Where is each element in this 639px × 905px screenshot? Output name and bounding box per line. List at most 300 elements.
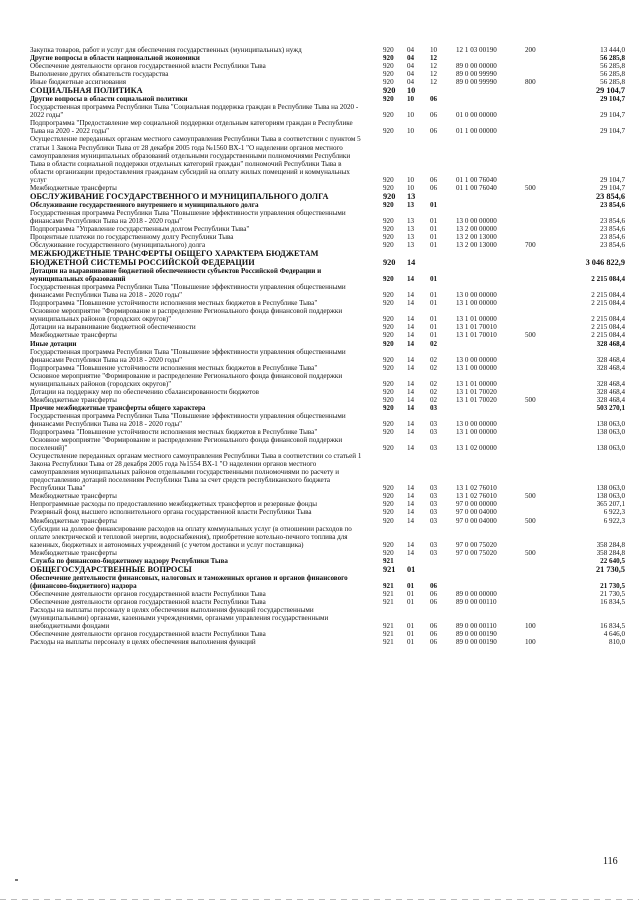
section-code: 14 bbox=[407, 258, 416, 268]
row-name: Государственная программа Республики Тыва "Повышение эффективности управления общественными финансами Республики Тыва на 2018 - 2020 годы" bbox=[30, 208, 346, 225]
table-row bbox=[30, 249, 625, 267]
section-code: 10 bbox=[407, 183, 415, 192]
amount: 138 063,0 bbox=[596, 444, 625, 453]
subsection-code: 03 bbox=[430, 540, 438, 549]
row-name: Процентные платежи по государственному долгу Республики Тыва bbox=[30, 232, 234, 241]
bottom-border bbox=[0, 899, 639, 900]
amount: 13 444,0 bbox=[600, 46, 625, 54]
expense-type: 800 bbox=[525, 78, 536, 87]
section-code: 10 bbox=[407, 95, 415, 104]
row-name: Подпрограмма "Повышение устойчивости исполнения местных бюджетов в Республике Тыва" bbox=[30, 299, 318, 308]
subsection-code: 12 bbox=[430, 78, 438, 87]
department-code: 921 bbox=[383, 622, 394, 631]
subsection-code: 06 bbox=[430, 175, 438, 184]
department-code: 920 bbox=[383, 548, 394, 557]
row-name: Выполнение других обязательств государства bbox=[30, 70, 169, 79]
department-code: 920 bbox=[383, 484, 394, 493]
row-name: Резервный фонд высшего исполнительного органа государственной власти Республики Тыва bbox=[30, 508, 312, 517]
target-article: 13 0 00 00000 bbox=[456, 419, 497, 428]
table-row bbox=[30, 574, 625, 590]
section-code: 04 bbox=[407, 70, 415, 79]
table-row bbox=[30, 209, 625, 225]
table-row bbox=[30, 299, 625, 307]
section-code: 14 bbox=[407, 484, 415, 493]
amount: 328 468,4 bbox=[596, 395, 625, 404]
expense-type: 500 bbox=[525, 395, 536, 404]
amount: 23 854,6 bbox=[600, 232, 625, 241]
expense-type: 100 bbox=[525, 638, 536, 647]
row-name: Межбюджетные трансферты bbox=[30, 548, 117, 557]
row-name: Межбюджетные трансферты bbox=[30, 516, 117, 525]
section-code: 01 bbox=[407, 564, 416, 574]
table-row bbox=[30, 331, 625, 339]
subsection-code: 01 bbox=[430, 241, 438, 250]
subsection-code: 06 bbox=[430, 111, 438, 120]
table-row bbox=[30, 500, 625, 508]
budget-table bbox=[30, 46, 625, 646]
amount: 138 063,0 bbox=[596, 484, 625, 493]
target-article: 13 2 00 00000 bbox=[456, 224, 497, 233]
table-row bbox=[30, 452, 625, 492]
department-code: 920 bbox=[383, 200, 394, 209]
subsection-code: 03 bbox=[430, 548, 438, 557]
section-code: 10 bbox=[407, 111, 415, 120]
row-name: Закупка товаров, работ и услуг для обеспечения государственных (муниципальных) нужд bbox=[30, 46, 302, 54]
page-number: 116 bbox=[603, 856, 618, 867]
row-name: СОЦИАЛЬНАЯ ПОЛИТИКА bbox=[30, 86, 143, 96]
expense-type: 500 bbox=[525, 183, 536, 192]
subsection-code: 03 bbox=[430, 492, 438, 501]
row-name: Иные бюджетные ассигнования bbox=[30, 78, 127, 87]
subsection-code: 12 bbox=[430, 62, 438, 71]
row-name: Другие вопросы в области национальной экономики bbox=[30, 54, 200, 63]
row-name: Подпрограмма "Повышение устойчивости исполнения местных бюджетов в Республике Тыва" bbox=[30, 363, 318, 372]
table-row bbox=[30, 241, 625, 249]
table-row bbox=[30, 46, 625, 54]
row-name: ОБЩЕГОСУДАРСТВЕННЫЕ ВОПРОСЫ bbox=[30, 564, 192, 574]
department-code: 920 bbox=[383, 395, 394, 404]
subsection-code: 06 bbox=[430, 589, 438, 598]
subsection-code: 01 bbox=[430, 331, 438, 340]
amount: 328 468,4 bbox=[596, 379, 625, 388]
department-code: 921 bbox=[383, 564, 396, 574]
department-code: 921 bbox=[383, 597, 394, 606]
row-name: Обеспечение деятельности финансовых, налоговых и таможенных органов и органов финансового (финансово-бюджетного) надзора bbox=[30, 573, 348, 590]
target-article: 01 1 00 00000 bbox=[456, 127, 497, 136]
department-code: 920 bbox=[383, 111, 394, 120]
table-row bbox=[30, 348, 625, 364]
section-code: 13 bbox=[407, 191, 416, 201]
amount: 56 285,8 bbox=[600, 54, 625, 63]
table-row bbox=[30, 119, 625, 135]
section-code: 14 bbox=[407, 339, 415, 348]
department-code: 920 bbox=[383, 323, 394, 332]
target-article: 97 0 00 04000 bbox=[456, 508, 497, 517]
table-row bbox=[30, 283, 625, 299]
amount: 56 285,8 bbox=[600, 62, 625, 71]
target-article: 89 0 00 99990 bbox=[456, 78, 497, 87]
department-code: 920 bbox=[383, 241, 394, 250]
section-code: 14 bbox=[407, 492, 415, 501]
section-code: 14 bbox=[407, 299, 415, 308]
target-article: 12 1 03 00190 bbox=[456, 46, 497, 54]
amount: 6 922,3 bbox=[603, 508, 625, 517]
department-code: 920 bbox=[383, 175, 394, 184]
amount: 29 104,7 bbox=[600, 175, 625, 184]
row-name: Прочие межбюджетные трансферты общего характера bbox=[30, 403, 206, 412]
table-row bbox=[30, 565, 625, 574]
table-row bbox=[30, 549, 625, 557]
department-code: 920 bbox=[383, 275, 394, 284]
section-code: 14 bbox=[407, 363, 415, 372]
amount: 6 922,3 bbox=[603, 516, 625, 525]
section-code: 01 bbox=[407, 638, 415, 647]
department-code: 920 bbox=[383, 508, 394, 517]
section-code: 10 bbox=[407, 127, 415, 136]
row-name: Межбюджетные трансферты bbox=[30, 395, 117, 404]
row-name: Обслуживание государственного (муниципального) долга bbox=[30, 241, 206, 250]
amount: 23 854,6 bbox=[600, 200, 625, 209]
target-article: 01 1 00 76040 bbox=[456, 175, 497, 184]
department-code: 921 bbox=[383, 556, 394, 565]
department-code: 920 bbox=[383, 500, 394, 509]
amount: 328 468,4 bbox=[596, 387, 625, 396]
amount: 2 215 084,4 bbox=[591, 323, 625, 332]
department-code: 920 bbox=[383, 62, 394, 71]
subsection-code: 03 bbox=[430, 484, 438, 493]
table-row bbox=[30, 86, 625, 95]
table-row bbox=[30, 638, 625, 646]
amount: 2 215 084,4 bbox=[591, 291, 625, 300]
table-row bbox=[30, 388, 625, 396]
amount: 29 104,7 bbox=[600, 95, 625, 104]
subsection-code: 06 bbox=[430, 622, 438, 631]
department-code: 920 bbox=[383, 46, 394, 54]
department-code: 920 bbox=[383, 540, 394, 549]
table-row bbox=[30, 606, 625, 630]
subsection-code: 02 bbox=[430, 363, 438, 372]
table-row bbox=[30, 184, 625, 192]
section-code: 14 bbox=[407, 331, 415, 340]
department-code: 920 bbox=[383, 232, 394, 241]
section-code: 14 bbox=[407, 323, 415, 332]
department-code: 920 bbox=[383, 444, 394, 453]
table-row bbox=[30, 598, 625, 606]
department-code: 920 bbox=[383, 54, 394, 63]
amount: 29 104,7 bbox=[595, 86, 625, 96]
subsection-code: 03 bbox=[430, 516, 438, 525]
subsection-code: 06 bbox=[430, 127, 438, 136]
department-code: 920 bbox=[383, 355, 394, 364]
section-code: 14 bbox=[407, 548, 415, 557]
section-code: 10 bbox=[407, 86, 416, 96]
section-code: 01 bbox=[407, 589, 415, 598]
row-name: Подпрограмма "Повышение устойчивости исполнения местных бюджетов в Республике Тыва" bbox=[30, 428, 318, 437]
expense-type: 500 bbox=[525, 548, 536, 557]
section-code: 14 bbox=[407, 444, 415, 453]
row-name: Субсидии на долевое финансирование расходов на оплату коммунальных услуг (в отношении расходов по оплате электрической и тепловой энергии, водоснабжения), приобретение котельно-печного топлива для казенных, бюджетных и автономных учреждений (с учетом доставки и услуг поставщика) bbox=[30, 524, 352, 549]
target-article: 13 1 00 00000 bbox=[456, 363, 497, 372]
row-name: Дотации на выравнивание бюджетной обеспеченности субъектов Российской Федерации и муниципальных образований bbox=[30, 267, 322, 284]
table-row bbox=[30, 62, 625, 70]
table-row bbox=[30, 192, 625, 201]
expense-type: 500 bbox=[525, 331, 536, 340]
department-code: 920 bbox=[383, 331, 394, 340]
subsection-code: 01 bbox=[430, 216, 438, 225]
amount: 23 854,6 bbox=[600, 224, 625, 233]
department-code: 920 bbox=[383, 183, 394, 192]
department-code: 920 bbox=[383, 70, 394, 79]
row-name: Государственная программа Республики Тыва "Повышение эффективности управления общественными финансами Республики Тыва на 2018 - 2020 годы" bbox=[30, 283, 346, 300]
target-article: 13 1 00 00000 bbox=[456, 428, 497, 437]
amount: 2 215 084,4 bbox=[591, 315, 625, 324]
section-code: 14 bbox=[407, 275, 415, 284]
amount: 2 215 084,4 bbox=[591, 275, 625, 284]
row-name: Обеспечение деятельности органов государственной власти Республики Тыва bbox=[30, 589, 266, 598]
table-row bbox=[30, 233, 625, 241]
target-article: 89 0 00 00110 bbox=[456, 622, 497, 631]
amount: 358 284,8 bbox=[596, 548, 625, 557]
row-name: Дотации на выравнивание бюджетной обеспеченности bbox=[30, 323, 196, 332]
table-row bbox=[30, 436, 625, 452]
target-article: 13 2 00 13000 bbox=[456, 232, 497, 241]
row-name: Расходы на выплаты персоналу в целях обеспечения выполнения функций bbox=[30, 638, 256, 647]
subsection-code: 06 bbox=[430, 581, 438, 590]
amount: 29 104,7 bbox=[600, 127, 625, 136]
subsection-code: 12 bbox=[430, 54, 438, 63]
amount: 2 215 084,4 bbox=[591, 299, 625, 308]
table-row bbox=[30, 372, 625, 388]
section-code: 01 bbox=[407, 630, 415, 639]
department-code: 920 bbox=[383, 258, 396, 268]
section-code: 14 bbox=[407, 540, 415, 549]
amount: 56 285,8 bbox=[600, 78, 625, 87]
target-article: 89 0 00 00190 bbox=[456, 630, 497, 639]
target-article: 89 0 00 00000 bbox=[456, 62, 497, 71]
amount: 23 854,6 bbox=[595, 191, 625, 201]
subsection-code: 06 bbox=[430, 183, 438, 192]
table-row bbox=[30, 492, 625, 500]
subsection-code: 06 bbox=[430, 630, 438, 639]
subsection-code: 03 bbox=[430, 428, 438, 437]
table-row bbox=[30, 557, 625, 565]
amount: 23 854,6 bbox=[600, 241, 625, 250]
subsection-code: 12 bbox=[430, 70, 438, 79]
row-name: Основное мероприятие "Формирование и распределение Регионального фонда финансовой поддержки муниципальных районов (городских округов)" bbox=[30, 307, 343, 324]
target-article: 01 0 00 00000 bbox=[456, 111, 497, 120]
department-code: 921 bbox=[383, 638, 394, 647]
row-name: Другие вопросы в области социальной политики bbox=[30, 95, 188, 104]
target-article: 13 1 02 76010 bbox=[456, 492, 497, 501]
target-article: 13 0 00 00000 bbox=[456, 291, 497, 300]
target-article: 97 0 00 00000 bbox=[456, 500, 497, 509]
target-article: 01 1 00 76040 bbox=[456, 183, 497, 192]
department-code: 920 bbox=[383, 216, 394, 225]
target-article: 89 0 00 00110 bbox=[456, 597, 497, 606]
target-article: 13 1 01 70010 bbox=[456, 331, 497, 340]
department-code: 920 bbox=[383, 191, 396, 201]
section-code: 13 bbox=[407, 216, 415, 225]
row-name: Государственная программа Республики Тыва "Социальная поддержка граждан в Республике Тыва на 2020 - 2022 годы" bbox=[30, 103, 359, 120]
department-code: 920 bbox=[383, 299, 394, 308]
amount: 358 284,8 bbox=[596, 540, 625, 549]
amount: 16 834,5 bbox=[600, 622, 625, 631]
row-name: Межбюджетные трансферты bbox=[30, 492, 117, 501]
table-row bbox=[30, 95, 625, 103]
section-code: 13 bbox=[407, 232, 415, 241]
target-article: 89 0 00 00190 bbox=[456, 638, 497, 647]
expense-type: 100 bbox=[525, 622, 536, 631]
subsection-code: 01 bbox=[430, 200, 438, 209]
target-article: 13 1 01 70010 bbox=[456, 323, 497, 332]
subsection-code: 03 bbox=[430, 403, 438, 412]
subsection-code: 06 bbox=[430, 95, 438, 104]
section-code: 13 bbox=[407, 241, 415, 250]
department-code: 920 bbox=[383, 86, 396, 96]
subsection-code: 02 bbox=[430, 395, 438, 404]
table-row bbox=[30, 267, 625, 283]
table-row bbox=[30, 135, 625, 183]
section-code: 14 bbox=[407, 428, 415, 437]
section-code: 14 bbox=[407, 403, 415, 412]
row-name: Государственная программа Республики Тыва "Повышение эффективности управления общественными финансами Республики Тыва на 2018 - 2020 годы" bbox=[30, 347, 346, 364]
row-name: Государственная программа Республики Тыва "Повышение эффективности управления общественными финансами Республики Тыва на 2018 - 2020 годы" bbox=[30, 411, 346, 428]
target-article: 13 1 01 00000 bbox=[456, 315, 497, 324]
row-name: Обслуживание государственного внутреннего и муниципального долга bbox=[30, 200, 259, 209]
row-name: Основное мероприятие "Формирование и распределение Регионального фонда финансовой поддержки поселений)" bbox=[30, 436, 343, 453]
row-name: ОБСЛУЖИВАНИЕ ГОСУДАРСТВЕННОГО И МУНИЦИПАЛЬНОГО ДОЛГА bbox=[30, 191, 329, 201]
table-row bbox=[30, 630, 625, 638]
table-row bbox=[30, 364, 625, 372]
row-name: Обеспечение деятельности органов государственной власти Республики Тыва bbox=[30, 597, 266, 606]
subsection-code: 03 bbox=[430, 444, 438, 453]
row-name: Межбюджетные трансферты bbox=[30, 331, 117, 340]
section-code: 14 bbox=[407, 500, 415, 509]
subsection-code: 01 bbox=[430, 224, 438, 233]
target-article: 13 0 00 00000 bbox=[456, 216, 497, 225]
department-code: 920 bbox=[383, 428, 394, 437]
target-article: 13 2 00 13000 bbox=[456, 241, 497, 250]
table-row bbox=[30, 508, 625, 516]
subsection-code: 02 bbox=[430, 339, 438, 348]
department-code: 920 bbox=[383, 387, 394, 396]
table-row bbox=[30, 225, 625, 233]
expense-type: 200 bbox=[525, 46, 536, 54]
row-name: Иные дотации bbox=[30, 339, 77, 348]
row-name: Непрограммные расходы по предоставлению межбюджетных трансфертов и резервные фонды bbox=[30, 500, 318, 509]
target-article: 13 1 01 70020 bbox=[456, 387, 497, 396]
target-article: 89 0 00 99990 bbox=[456, 70, 497, 79]
expense-type: 500 bbox=[525, 516, 536, 525]
target-article: 97 0 00 75020 bbox=[456, 540, 497, 549]
section-code: 01 bbox=[407, 581, 415, 590]
department-code: 920 bbox=[383, 224, 394, 233]
target-article: 13 0 00 00000 bbox=[456, 355, 497, 364]
amount: 16 834,5 bbox=[600, 597, 625, 606]
row-name: Дотации на поддержку мер по обеспечению сбалансированности бюджетов bbox=[30, 387, 260, 396]
table-row bbox=[30, 70, 625, 78]
section-code: 01 bbox=[407, 622, 415, 631]
department-code: 920 bbox=[383, 291, 394, 300]
target-article: 13 1 02 00000 bbox=[456, 444, 497, 453]
table-row bbox=[30, 590, 625, 598]
section-code: 10 bbox=[407, 175, 415, 184]
subsection-code: 01 bbox=[430, 291, 438, 300]
section-code: 14 bbox=[407, 379, 415, 388]
table-row bbox=[30, 340, 625, 348]
department-code: 921 bbox=[383, 630, 394, 639]
department-code: 920 bbox=[383, 95, 394, 104]
subsection-code: 02 bbox=[430, 379, 438, 388]
section-code: 14 bbox=[407, 516, 415, 525]
amount: 328 468,4 bbox=[596, 339, 625, 348]
target-article: 13 1 01 00000 bbox=[456, 379, 497, 388]
amount: 328 468,4 bbox=[596, 355, 625, 364]
amount: 810,0 bbox=[609, 638, 625, 647]
amount: 3 046 822,9 bbox=[585, 258, 625, 268]
table-row bbox=[30, 307, 625, 323]
subsection-code: 06 bbox=[430, 597, 438, 606]
department-code: 920 bbox=[383, 127, 394, 136]
subsection-code: 01 bbox=[430, 232, 438, 241]
amount: 503 270,1 bbox=[596, 403, 625, 412]
table-row bbox=[30, 525, 625, 549]
department-code: 920 bbox=[383, 516, 394, 525]
scan-mark bbox=[15, 879, 18, 881]
department-code: 920 bbox=[383, 492, 394, 501]
expense-type: 500 bbox=[525, 492, 536, 501]
section-code: 04 bbox=[407, 46, 415, 54]
subsection-code: 02 bbox=[430, 387, 438, 396]
row-name: Осуществление переданных органам местного самоуправления Республики Тыва в соответствии с пунктом 5 статьи 1 Закона Республики Тыва от 28 декабря 2005 года №1560 ВХ-1 "О наделении органов местного самоуправления муниципальных образований отдельными государственными полномочиями Республики Тыва в области социальной поддержки отдельных категорий граждан" полномочий Республики Тыва в области организации предоставления гражданам субсидий на оплату жилых помещений и коммунальных услуг bbox=[30, 135, 361, 184]
amount: 21 730,5 bbox=[595, 564, 625, 574]
target-article: 97 0 00 75020 bbox=[456, 548, 497, 557]
department-code: 920 bbox=[383, 403, 394, 412]
amount: 4 646,0 bbox=[603, 630, 625, 639]
amount: 138 063,0 bbox=[596, 419, 625, 428]
section-code: 14 bbox=[407, 395, 415, 404]
amount: 328 468,4 bbox=[596, 363, 625, 372]
section-code: 14 bbox=[407, 387, 415, 396]
expense-type: 700 bbox=[525, 241, 536, 250]
amount: 22 640,5 bbox=[600, 556, 625, 565]
row-name: Основное мероприятие "Формирование и распределение Регионального фонда финансовой поддержки муниципальных районов (городских округов)" bbox=[30, 371, 343, 388]
amount: 23 854,6 bbox=[600, 216, 625, 225]
table-row bbox=[30, 78, 625, 86]
section-code: 14 bbox=[407, 355, 415, 364]
target-article: 89 0 00 00000 bbox=[456, 589, 497, 598]
section-code: 04 bbox=[407, 62, 415, 71]
amount: 29 104,7 bbox=[600, 183, 625, 192]
row-name: МЕЖБЮДЖЕТНЫЕ ТРАНСФЕРТЫ ОБЩЕГО ХАРАКТЕРА БЮДЖЕТАМ БЮДЖЕТНОЙ СИСТЕМЫ РОССИЙСКОЙ ФЕДЕРАЦИИ bbox=[30, 249, 319, 268]
subsection-code: 01 bbox=[430, 275, 438, 284]
department-code: 920 bbox=[383, 379, 394, 388]
target-article: 13 1 00 00000 bbox=[456, 299, 497, 308]
table-row bbox=[30, 517, 625, 525]
department-code: 921 bbox=[383, 589, 394, 598]
table-row bbox=[30, 103, 625, 119]
row-name: Подпрограмма "Управление государственным долгом Республики Тыва" bbox=[30, 224, 250, 233]
subsection-code: 03 bbox=[430, 419, 438, 428]
target-article: 97 0 00 04000 bbox=[456, 516, 497, 525]
section-code: 14 bbox=[407, 315, 415, 324]
amount: 365 207,1 bbox=[596, 500, 625, 509]
section-code: 13 bbox=[407, 224, 415, 233]
department-code: 920 bbox=[383, 339, 394, 348]
subsection-code: 03 bbox=[430, 508, 438, 517]
row-name: Расходы на выплаты персоналу в целях обеспечения выполнения функций государственными (муниципальными) органами, казенными учреждениями, органами управления государственными внебюджетными фондами bbox=[30, 606, 329, 631]
amount: 138 063,0 bbox=[596, 492, 625, 501]
